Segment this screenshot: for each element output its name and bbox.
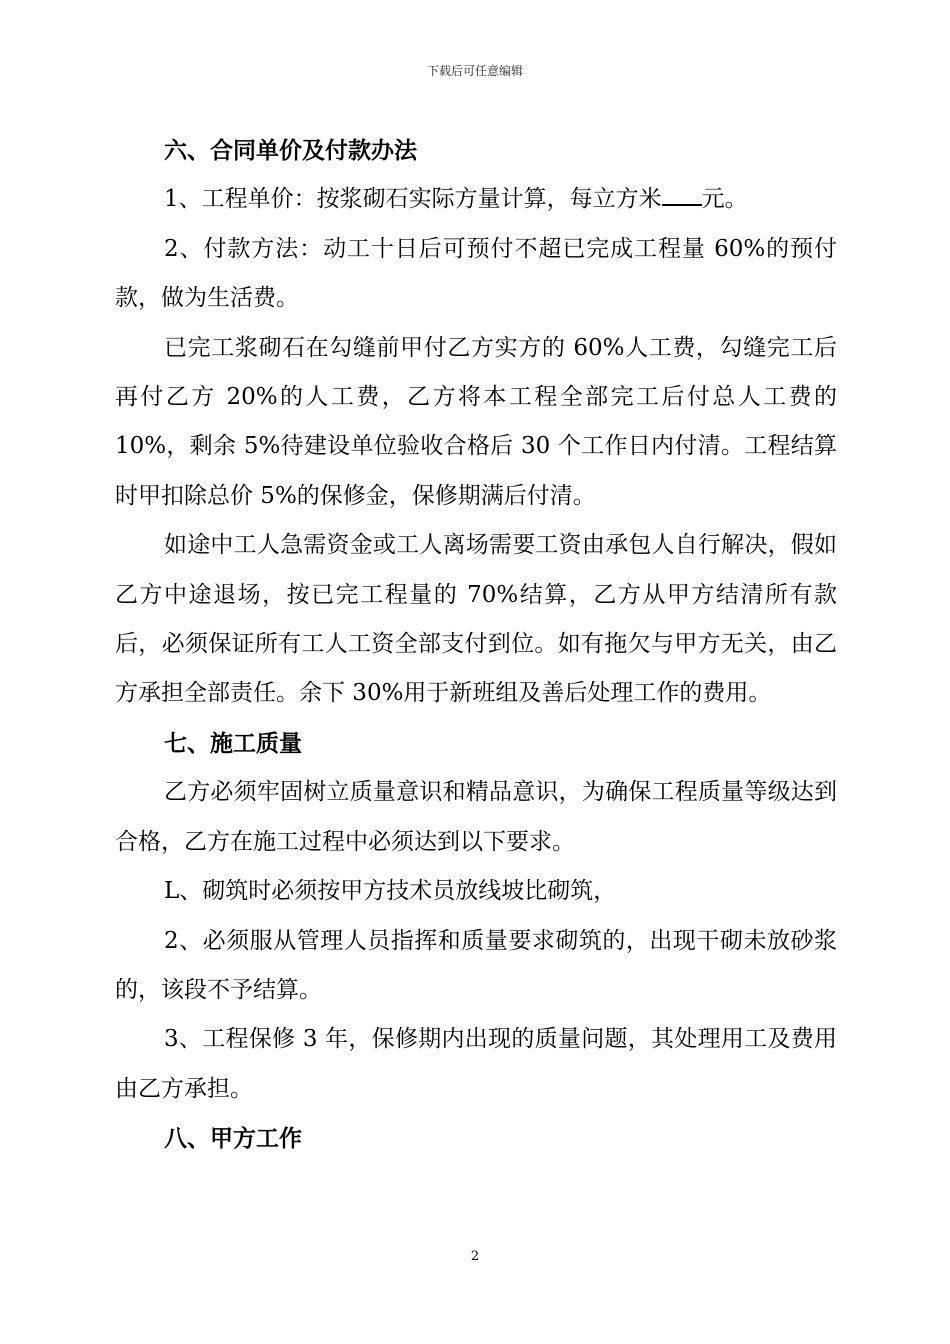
paragraph-labor-fee: 已完工浆砌石在勾缝前甲付乙方实方的 60%人工费，勾缝完工后再付乙方 20%的人工费，乙方将本工程全部完工后付总人工费的 10%，剩余 5%待建设单位验收合格后 30 个工作日内付清。工程结算时甲扣除总价 5%的保修金，保修期满后付清。	[115, 334, 837, 509]
unit-price-blank	[662, 186, 702, 206]
section-heading-seven: 七、施工质量	[164, 729, 302, 757]
paragraph-quality-awareness: 乙方必须牢固树立质量意识和精品意识，为确保工程质量等级达到合格，乙方在施工过程中必须达到以下要求。	[115, 779, 837, 855]
page-header: 下载后可任意编辑	[426, 64, 523, 78]
paragraph-quality-item-2: 2、必须服从管理人员指挥和质量要求砌筑的，出现干砌未放砂浆的，该段不予结算。	[115, 927, 837, 1003]
unit-price-suffix: 元。	[701, 186, 748, 213]
section-heading-eight: 八、甲方工作	[164, 1125, 302, 1153]
section-heading-six: 六、合同单价及付款办法	[164, 137, 417, 164]
page-number: 2	[470, 1249, 480, 1264]
unit-price-text: 1、工程单价：按浆砌石实际方量计算，每立方米	[164, 186, 662, 213]
paragraph-unit-price	[115, 175, 837, 224]
paragraph-quality-item-3: 3、工程保修 3 年，保修期内出现的质量问题，其处理用工及费用由乙方承担。	[115, 1026, 837, 1102]
paragraph-payment-method: 2、付款方法：动工十日后可预付不超已完成工程量 60%的预付款，做为生活费。	[115, 235, 837, 312]
document-body	[115, 126, 837, 1164]
paragraph-wages: 如途中工人急需资金或工人离场需要工资由承包人自行解决，假如乙方中途退场，按已完工程量的 70%结算，乙方从甲方结清所有款后，必须保证所有工人工资全部支付到位。如有拖欠与甲方无关，由乙方承担全部责任。余下 30%用于新班组及善后处理工作的费用。	[115, 532, 837, 707]
paragraph-quality-item-1: L、砌筑时必须按甲方技术员放线坡比砌筑，	[164, 878, 617, 905]
